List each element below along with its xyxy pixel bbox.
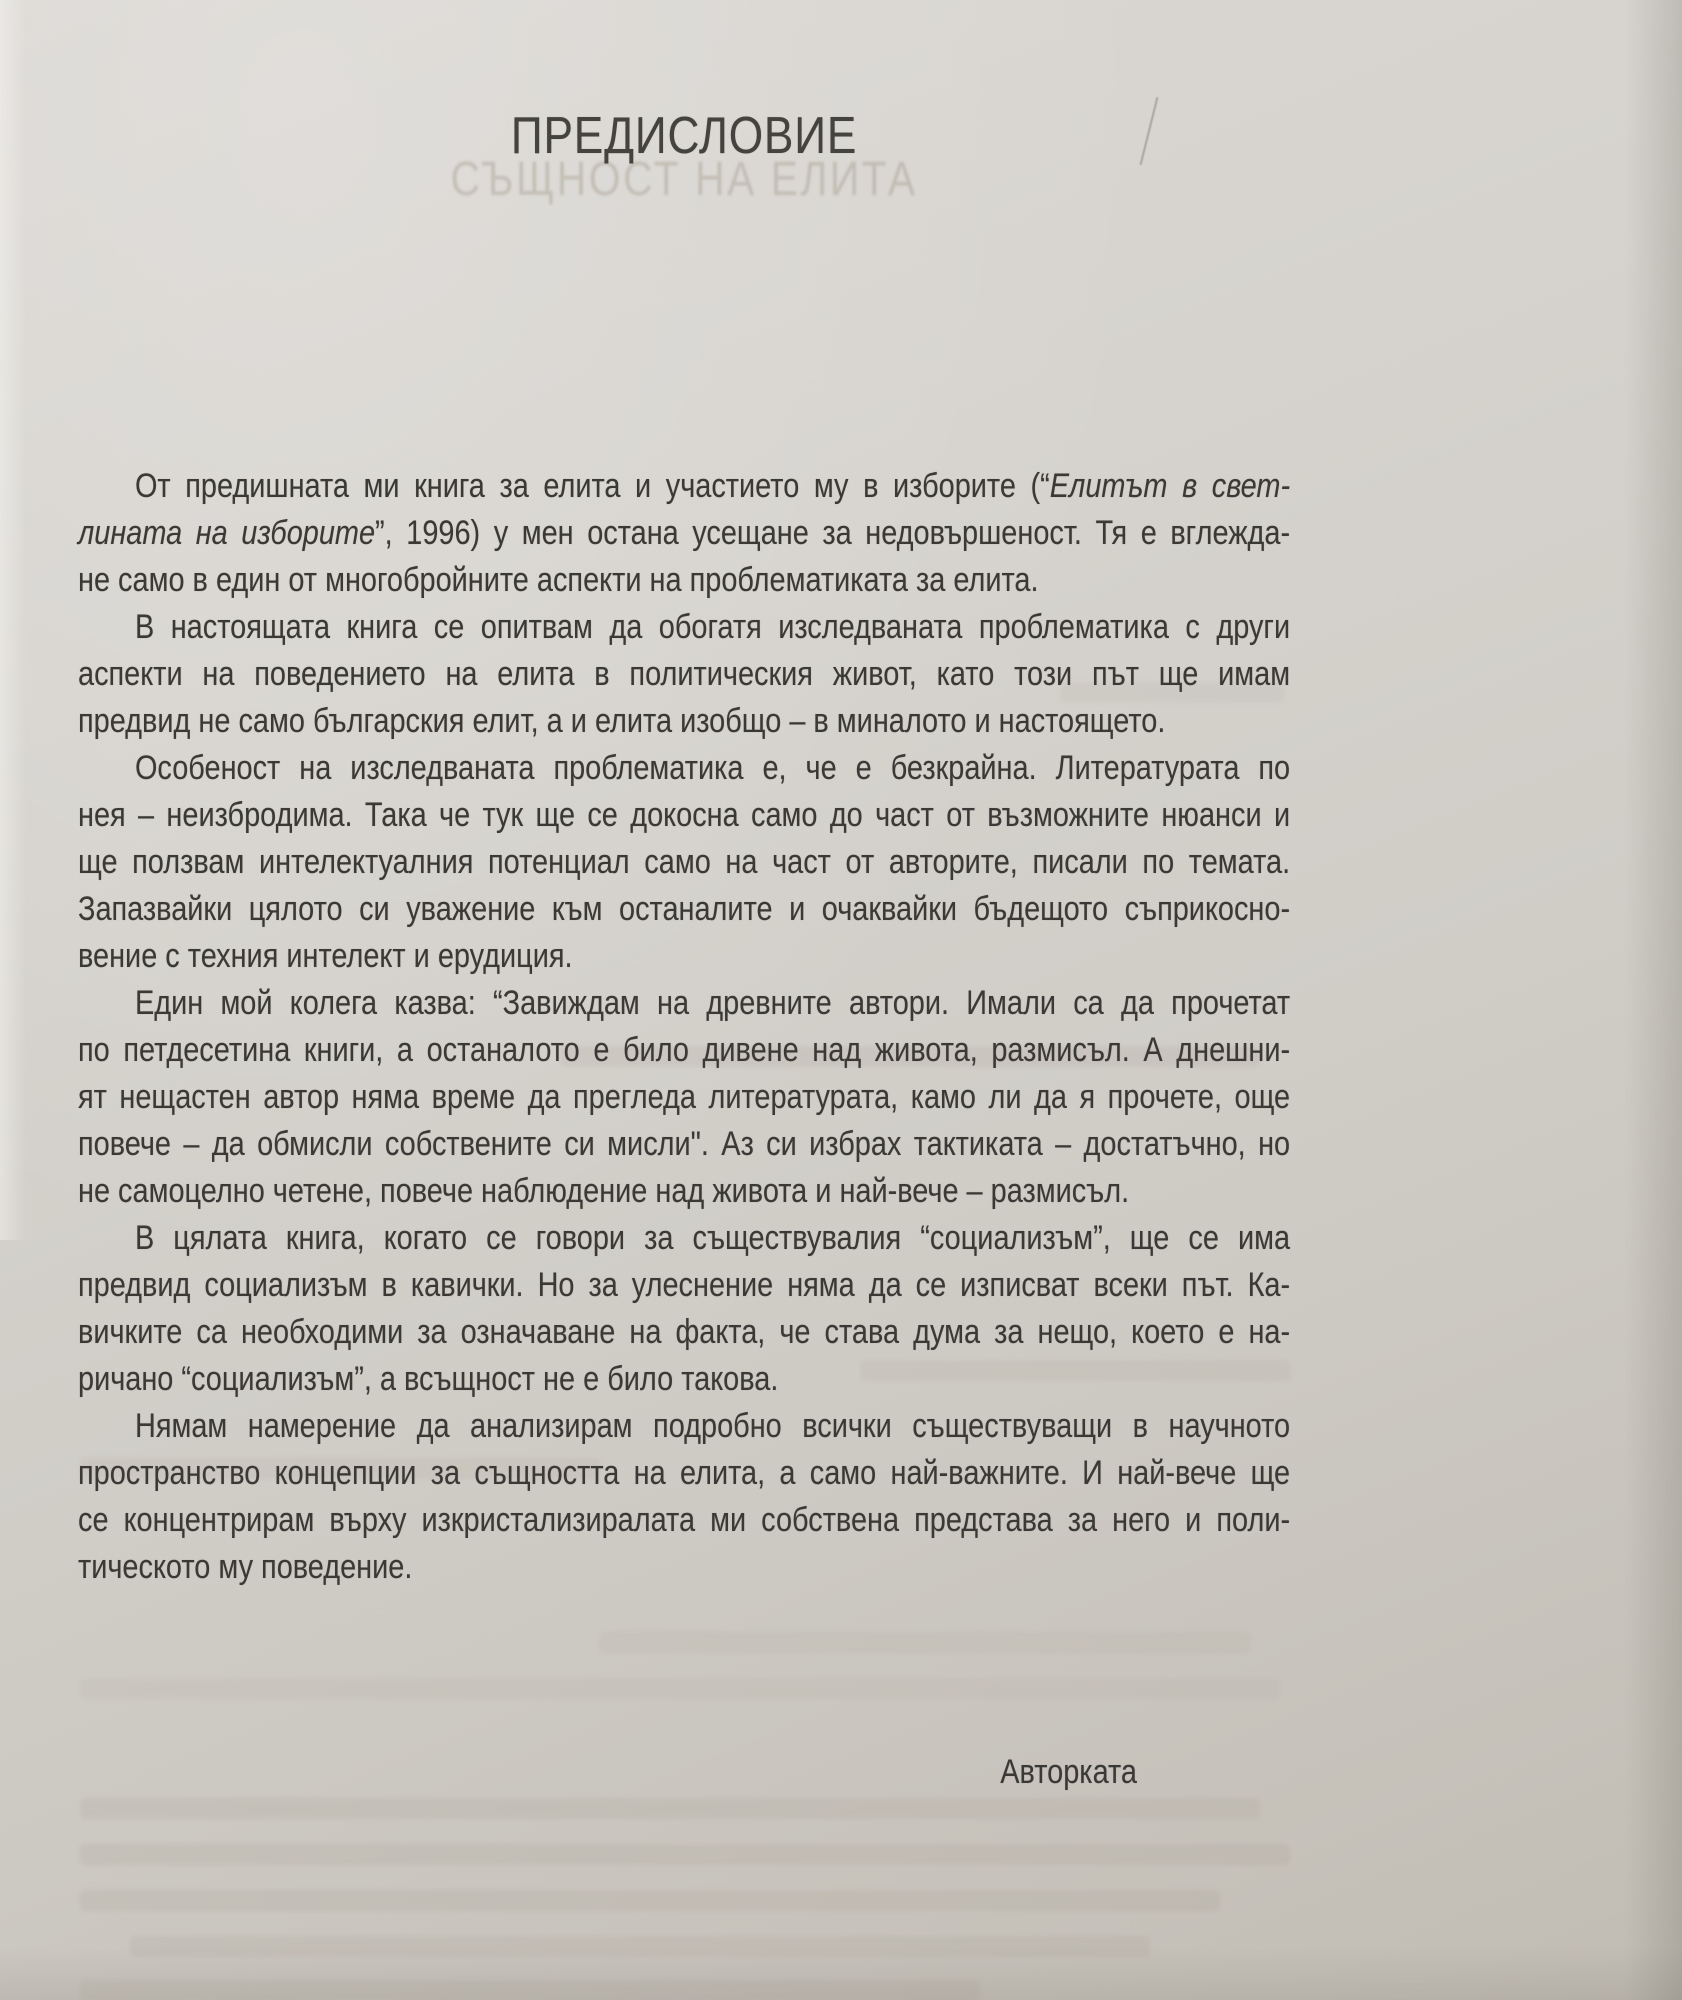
text-line	[78, 1027, 1290, 1074]
text-line	[78, 1074, 1290, 1121]
text-segment: ричано “социализъм”, а всъщност не е било такова.	[78, 1360, 779, 1398]
text-segment: се концентрирам върху изкристализиралата ми собствена представа за него и поли-	[78, 1501, 1291, 1539]
text-line	[78, 698, 1290, 745]
text-line	[78, 1356, 1290, 1403]
text-line	[78, 1168, 1290, 1215]
text-segment: Нямам намерение да анализирам подробно всички съществуващи в научното	[134, 1407, 1291, 1445]
text-line	[78, 886, 1290, 933]
text-line	[78, 792, 1290, 839]
text-line	[78, 1450, 1290, 1497]
text-segment: не само в един от многобройните аспекти на проблематиката за елита.	[78, 561, 1039, 599]
italic-text-segment: лината на изборите	[78, 514, 376, 552]
text-segment: нея – неизбродима. Така че тук ще се докосна само до част от възможните нюанси и	[78, 796, 1291, 834]
text-line	[78, 1215, 1290, 1262]
text-segment: В настоящата книга се опитвам да обогатя изследваната проблематика с други	[134, 608, 1291, 646]
text-segment: Запазвайки цялото си уважение към останалите и очаквайки бъдещото съприкосно-	[78, 890, 1291, 928]
text-line	[78, 604, 1290, 651]
text-line	[78, 745, 1290, 792]
text-line	[78, 1497, 1290, 1544]
text-segment: повече – да обмисли собствените си мисли". Аз си избрах тактиката – достатъчно, но	[78, 1125, 1291, 1163]
preface-text	[78, 463, 1290, 1591]
text-segment: В цялата книга, когато се говори за съществувалия “социализъм”, ще се има	[134, 1219, 1291, 1257]
text-segment: пространство концепции за същността на елита, а само най-важните. И най-вече ще	[78, 1454, 1291, 1492]
text-line	[78, 1403, 1290, 1450]
text-segment: не самоцелно четене, повече наблюдение над живота и най-вече – размисъл.	[78, 1172, 1130, 1210]
text-segment: предвид не само българския елит, а и елита изобщо – в миналото и настоящето.	[78, 702, 1166, 740]
text-line	[78, 1544, 1290, 1591]
text-segment: От предишната ми книга за елита и участието му в изборите (“	[134, 467, 1050, 505]
text-line	[78, 651, 1290, 698]
text-segment: Един мой колега казва: “Завиждам на древните автори. Имали са да прочетат	[134, 984, 1291, 1022]
text-segment: ще ползвам интелектуалния потенциал само на част от авторите, писали по темата.	[78, 843, 1291, 881]
text-line	[78, 1309, 1290, 1356]
text-segment: тическото му поведение.	[78, 1548, 413, 1586]
text-segment: вение с техния интелект и ерудиция.	[78, 937, 573, 975]
text-line	[78, 510, 1290, 557]
text-line	[78, 557, 1290, 604]
text-line	[78, 463, 1290, 510]
text-line	[78, 933, 1290, 980]
page-title: ПРЕДИСЛОВИЕ	[510, 107, 858, 165]
text-line	[78, 980, 1290, 1027]
text-segment: по петдесетина книги, а останалото е било дивене над живота, размисъл. А днешни-	[78, 1031, 1291, 1069]
page-right-edge-shadow	[1624, 0, 1682, 2000]
text-segment: предвид социализъм в кавички. Но за улеснение няма да се изписват всеки път. Ка-	[78, 1266, 1291, 1304]
text-segment: вичките са необходими за означаване на факта, че става дума за нещо, което е на-	[78, 1313, 1291, 1351]
text-segment: ”, 1996) у мен остана усещане за недовършеност. Тя е вглежда-	[375, 514, 1291, 552]
text-segment: Особеност на изследваната проблематика е, че е безкрайна. Литературата по	[134, 749, 1291, 787]
text-line	[78, 1262, 1290, 1309]
text-segment: аспекти на поведението на елита в политическия живот, като този път ще имам	[78, 655, 1291, 693]
text-line	[78, 1121, 1290, 1168]
text-line	[78, 839, 1290, 886]
bleed-through-chapter-title: СЪЩНОСТ НА ЕЛИТА	[450, 153, 918, 206]
author-signature: Авторката	[1000, 1753, 1138, 1791]
page-left-edge-highlight	[0, 0, 26, 1240]
italic-text-segment: Елитът в свет-	[1049, 467, 1291, 505]
text-segment: ят нещастен автор няма време да прегледа литературата, камо ли да я прочете, още	[78, 1078, 1291, 1116]
text-column	[78, 0, 1290, 2000]
